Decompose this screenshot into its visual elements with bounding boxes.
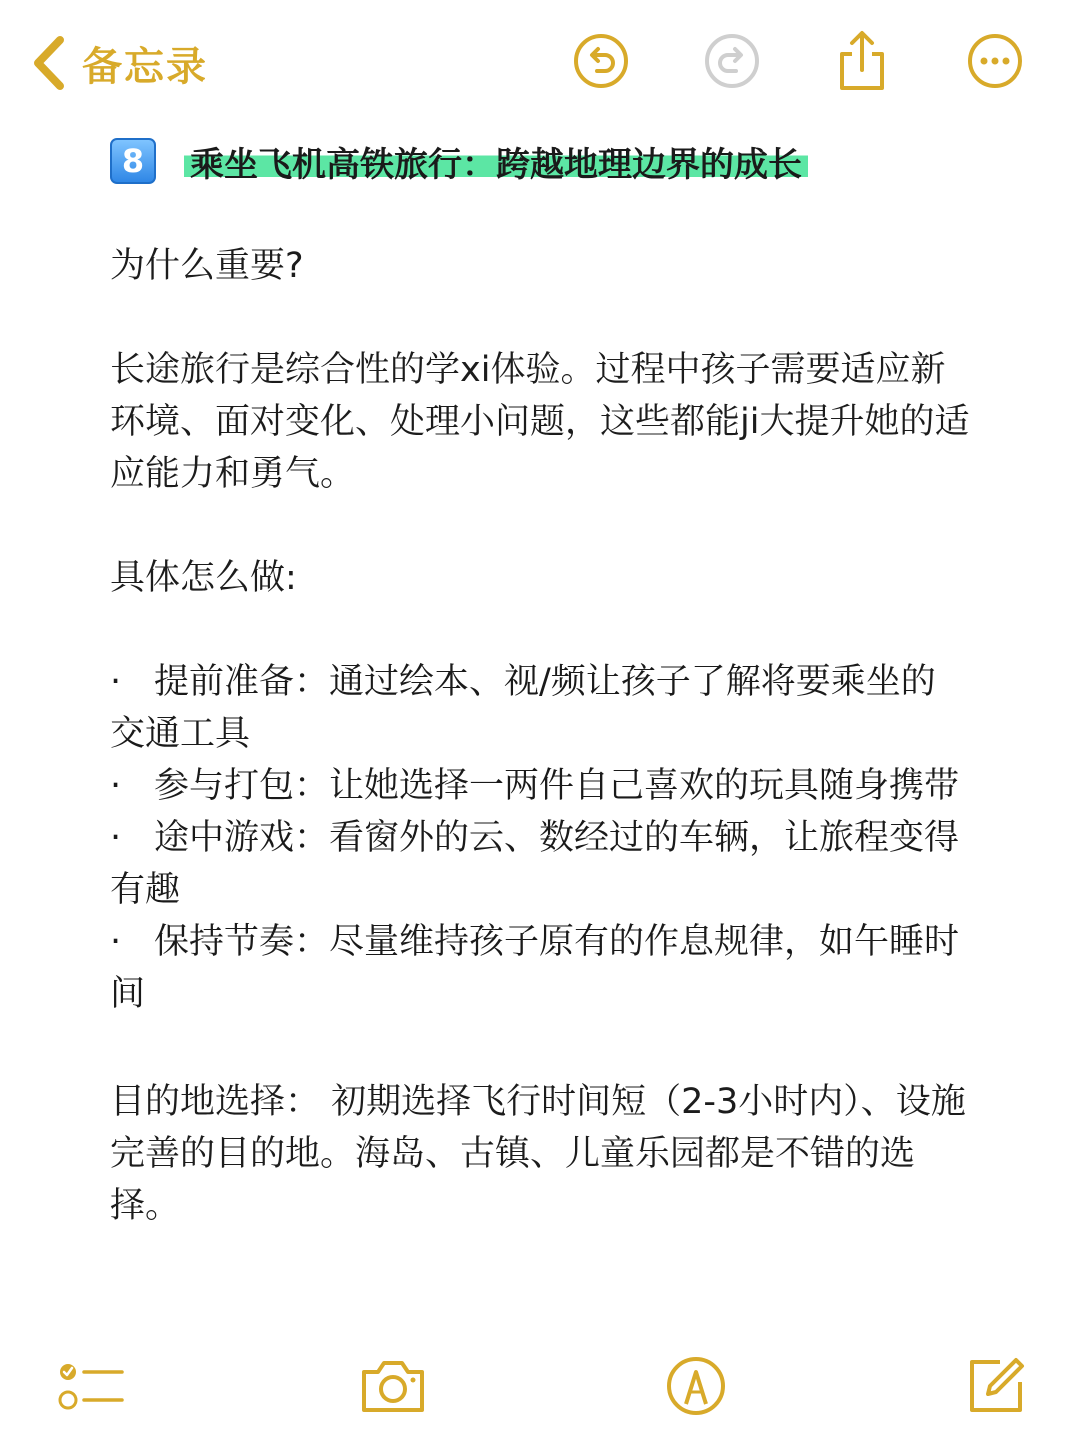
why-body: 长途旅行是综合性的学xi体验。过程中孩子需要适应新环境、面对变化、处理小问题，这些都能ji大提升她的适应能力和勇气。	[110, 350, 970, 494]
list-item-text: 途中游戏：看窗外的云、数经过的车辆，让旅程变得有趣	[110, 818, 960, 910]
checklist-button[interactable]	[55, 1352, 127, 1424]
list-item-text: 保持节奏：尽量维持孩子原有的作息规律，如午睡时间	[110, 922, 960, 1014]
bullet-marker: ·	[110, 818, 122, 858]
undo-button[interactable]	[568, 30, 634, 96]
keycap-number-icon: 8	[110, 138, 156, 184]
list-item	[110, 916, 970, 1020]
bullet-marker: ·	[110, 766, 122, 806]
list-item-text: 提前准备：通过绘本、视/频让孩子了解将要乘坐的交通工具	[110, 662, 936, 754]
how-title: 具体怎么做:	[110, 558, 297, 598]
markup-icon	[664, 1354, 728, 1422]
share-icon	[832, 28, 892, 98]
list-item	[110, 656, 970, 760]
note-body[interactable]	[110, 130, 990, 1226]
why-title: 为什么重要?	[110, 246, 304, 286]
back-button[interactable]	[28, 30, 208, 96]
list-item	[110, 760, 970, 812]
more-icon	[965, 31, 1025, 95]
note-heading: 乘坐飞机高铁旅行：跨越地理边界的成长	[184, 137, 808, 186]
markup-button[interactable]	[660, 1352, 732, 1424]
bullet-marker: ·	[110, 662, 122, 702]
list-item	[110, 812, 970, 916]
more-button[interactable]	[962, 30, 1028, 96]
compose-button[interactable]	[960, 1352, 1032, 1424]
chevron-left-icon	[28, 34, 68, 92]
redo-button[interactable]	[699, 30, 765, 96]
camera-button[interactable]	[357, 1352, 429, 1424]
undo-icon	[571, 31, 631, 95]
bullet-list	[110, 656, 970, 1020]
back-label: 备忘录	[82, 43, 208, 90]
compose-icon	[964, 1354, 1028, 1422]
camera-icon	[358, 1356, 428, 1420]
bullet-marker: ·	[110, 922, 122, 962]
note-heading-row	[110, 130, 990, 192]
share-button[interactable]	[829, 30, 895, 96]
bottom-toolbar	[0, 1340, 1080, 1440]
destination-paragraph: 目的地选择： 初期选择飞行时间短（2-3小时内）、设施完善的目的地。海岛、古镇、儿童乐园都是不错的选择。	[110, 1082, 966, 1226]
list-item-text: 参与打包：让她选择一两件自己喜欢的玩具随身携带	[154, 766, 960, 806]
navigation-bar	[0, 0, 1080, 130]
checklist-icon	[56, 1356, 126, 1420]
redo-icon	[702, 31, 762, 95]
